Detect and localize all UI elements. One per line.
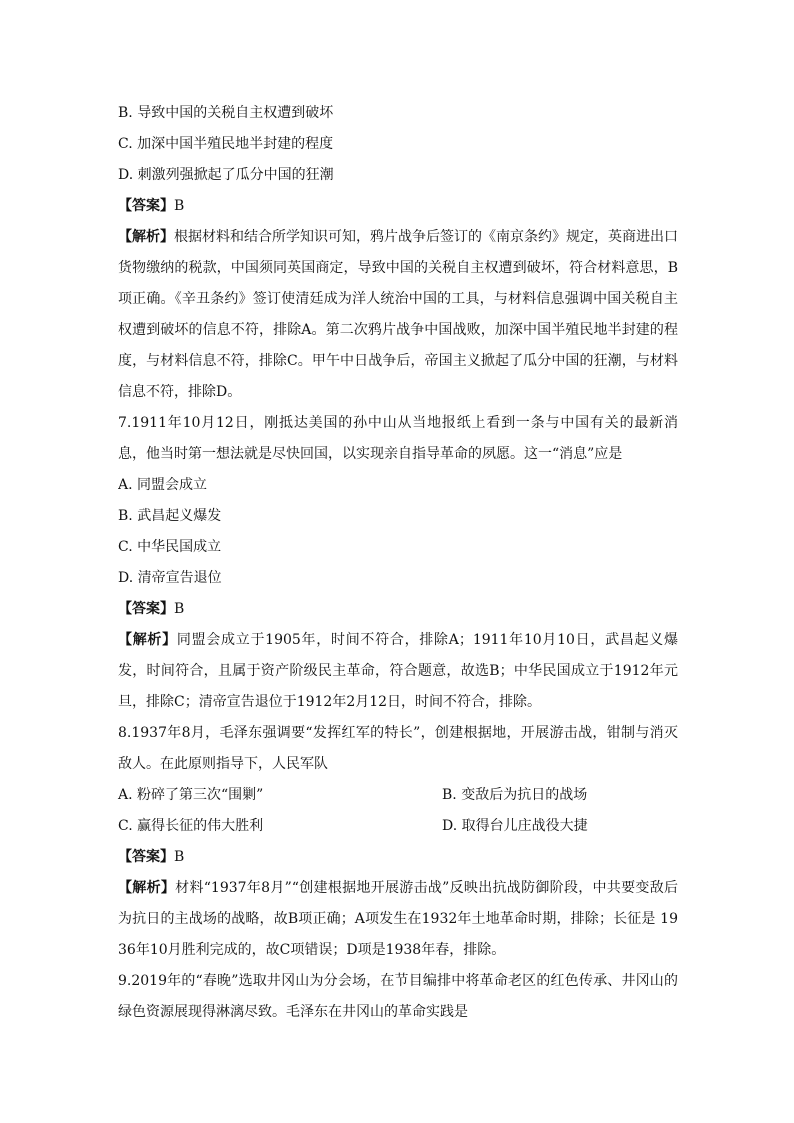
q6-option-c: C. 加深中国半殖民地半封建的程度	[118, 136, 334, 152]
document-page	[118, 98, 678, 1028]
analysis-text: 根据材料和结合所学知识可知，鸦片战争后签订的《南京条约》规定，英商进出口货物缴纳的税款，中国须同英国商定，导致中国的关税自主权遭到破坏，符合材料意思，B项正确。《辛丑条约》签订使清廷成为洋人统治中国的工具，与材料信息强调中国关税自主权遭到破坏的信息不符，排除A。第二次鸦片战争中国战败，加深中国半殖民地半封建的程度，与材料信息不符，排除C。甲午中日战争后，帝国主义掀起了瓜分中国的狂潮，与材料信息不符，排除D。	[118, 229, 678, 400]
q9-stem: 9.2019年的“春晚”选取井冈山为分会场，在节目编排中将革命老区的红色传承、井冈山的绿色资源展现得淋漓尽致。毛泽东在井冈山的革命实践是	[118, 973, 678, 1020]
q7-stem: 7.1911年10月12日，刚抵达美国的孙中山从当地报纸上看到一条与中国有关的最新消息，他当时第一想法就是尽快回国，以实现亲自指导革命的夙愿。这一“消息”应是	[118, 415, 678, 462]
analysis-tag: 【解析】	[118, 880, 176, 896]
answer-value: B	[174, 849, 185, 865]
q6-option-d: D. 刺激列强掀起了瓜分中国的狂潮	[118, 167, 334, 183]
q7-answer	[118, 594, 678, 625]
answer-tag: 【答案】	[118, 849, 174, 865]
q8-analysis	[118, 873, 678, 966]
q7-option-b: B. 武昌起义爆发	[118, 508, 222, 524]
q8-option-d: D. 取得台儿庄战役大捷	[442, 818, 588, 834]
q7-option-c: C. 中华民国成立	[118, 539, 222, 555]
answer-value: B	[174, 601, 185, 617]
answer-value: B	[174, 198, 185, 214]
answer-tag: 【答案】	[118, 601, 174, 617]
q7-option-d: D. 清帝宣告退位	[118, 570, 222, 586]
q6-option-b: B. 导致中国的关税自主权遭到破坏	[118, 105, 334, 121]
q8-options-row-2	[118, 811, 678, 842]
q7-analysis	[118, 625, 678, 718]
q6-answer	[118, 191, 678, 222]
q8-option-a: A. 粉碎了第三次“围剿”	[118, 787, 264, 803]
answer-tag: 【答案】	[118, 198, 174, 214]
q6-analysis	[118, 222, 678, 408]
q8-stem: 8.1937年8月，毛泽东强调要“发挥红军的特长”，创建根据地，开展游击战，钳制与消灭敌人。在此原则指导下，人民军队	[118, 725, 678, 772]
analysis-text: 同盟会成立于1905年，时间不符合，排除A；1911年10月10日，武昌起义爆发，时间符合，且属于资产阶级民主革命，符合题意，故选B；中华民国成立于1912年元旦，排除C；清帝宣告退位于1912年2月12日，时间不符合，排除。	[118, 632, 678, 710]
analysis-text: 材料“1937年8月”“创建根据地开展游击战”反映出抗战防御阶段，中共要变敌后为抗日的主战场的战略，故B项正确；A项发生在1932年土地革命时期，排除；长征是 1936年10月胜利完成的，故C项错误；D项是1938年春，排除。	[118, 880, 678, 958]
q7-option-a: A. 同盟会成立	[118, 477, 208, 493]
q8-option-b: B. 变敌后为抗日的战场	[442, 787, 588, 803]
analysis-tag: 【解析】	[118, 229, 174, 245]
q8-answer	[118, 842, 678, 873]
analysis-tag: 【解析】	[118, 632, 177, 648]
q8-options-row-1	[118, 780, 678, 811]
q8-option-c: C. 赢得长征的伟大胜利	[118, 818, 264, 834]
